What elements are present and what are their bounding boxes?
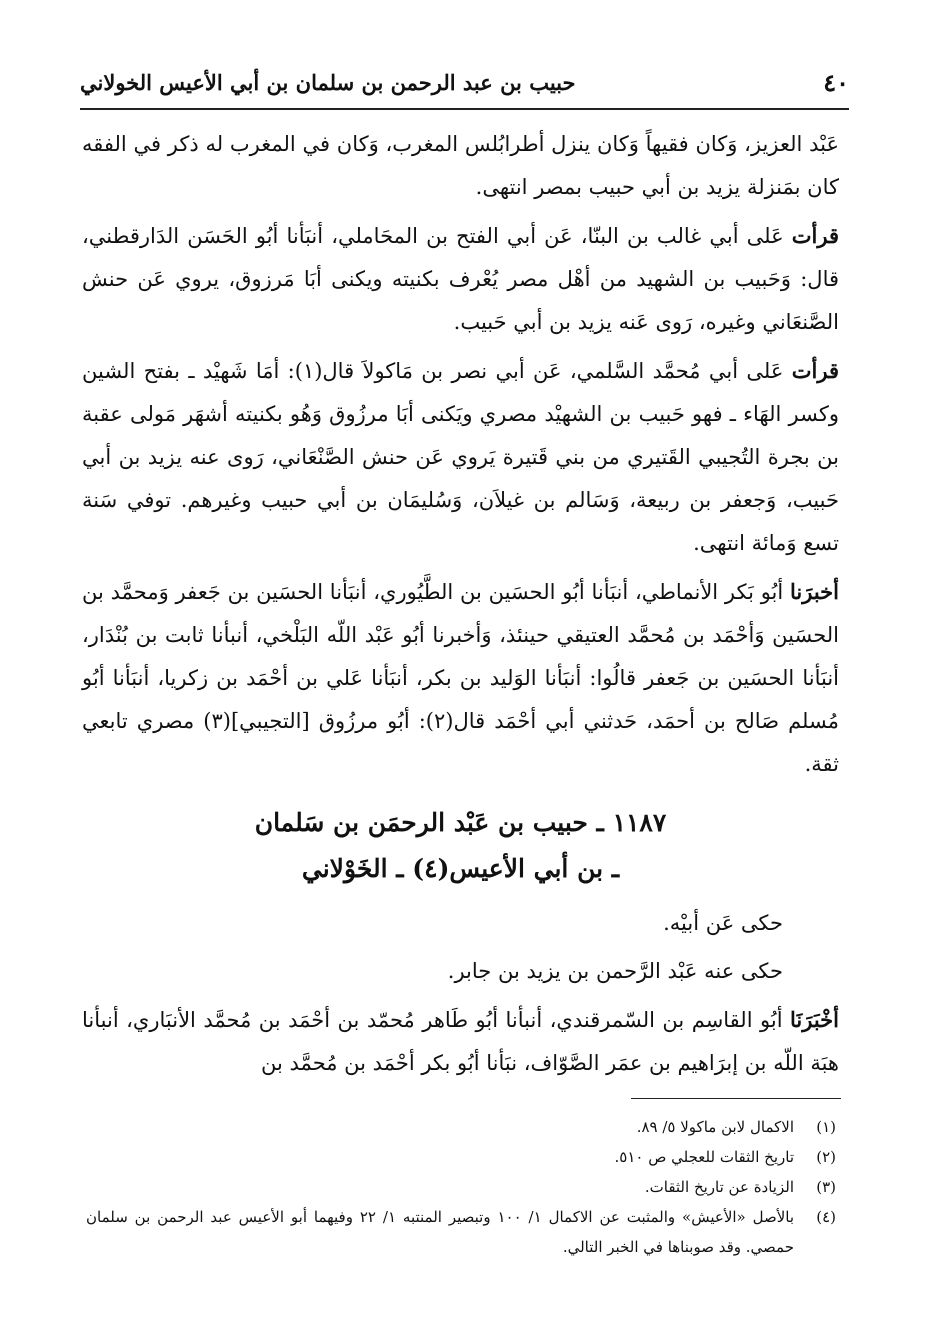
footnote-marker: (٢) — [816, 1148, 836, 1166]
paragraph-2-lead: قرأت — [791, 223, 839, 248]
footnote-marker: (١) — [816, 1118, 836, 1136]
footnote-4 — [86, 1202, 836, 1262]
footnote-2 — [86, 1142, 836, 1172]
paragraph-5-lead: أخْبَرَنَا — [790, 1007, 839, 1032]
entry-line-1: حكى عَن أبيْه. — [663, 911, 783, 935]
footnote-3 — [86, 1172, 836, 1202]
entry-line-2: حكى عنه عَبْد الرَّحمن بن يزيد بن جابر. — [447, 959, 783, 983]
paragraph-5 — [82, 998, 839, 1085]
footnotes — [86, 1112, 836, 1262]
running-title: حبيب بن عبد الرحمن بن سلمان بن أبي الأعيس الخولاني — [80, 70, 576, 95]
entry-heading — [82, 800, 839, 892]
main-text — [82, 123, 839, 1090]
paragraph-3 — [82, 349, 839, 565]
entry-heading-line-2: ـ بن أبي الأعيس(٤) ـ الخَوْلاني — [301, 854, 620, 883]
paragraph-3-text: عَلى أبي مُحمَّد السَّلمي، عَن أبي نصر بن مَاكولاَ قال(١): أمَا شَهيْد ـ بفتح الشين وكسر الهَاء ـ فهو حَبيب بن الشهيْد مصري ويَكنى أبَا مرزُوق وَهُو بكنيته أشهَر مَولى عقبة بن بجرة التُجيبي القَتيري من بني قَتيرة يَروي عَن حنش الصَّنْعَاني، رَوى عنه يزيد بن أبي حَبيب، وَجعفر بن ربيعة، وَسَالم بن غيلاَن، وَسُليمَان بن أبي حبيب وغيرهم. توفي سَنة تسع وَمائة انتهى. — [82, 359, 839, 555]
footnote-marker: (٤) — [816, 1208, 836, 1226]
footnote-marker: (٣) — [816, 1178, 836, 1196]
footnote-text: بالأصل «الأعيش» والمثبت عن الاكمال ١/ ١٠٠ وتبصير المنتبه ١/ ٢٢ وفيهما أبو الأعيس عبد الرحمن بن سلمان حمصي. وقد صوبناها في الخبر التالي. — [86, 1208, 795, 1256]
footnote-text: تاريخ الثقات للعجلي ص ٥١٠. — [614, 1148, 794, 1166]
paragraph-4 — [82, 570, 839, 786]
running-header — [80, 58, 849, 108]
entry-heading-line-1: ١١٨٧ ـ حبيب بن عَبْد الرحمَن بن سَلمان — [254, 808, 667, 837]
footnote-1 — [86, 1112, 836, 1142]
footnote-rule — [631, 1098, 841, 1099]
footnote-text: الزيادة عن تاريخ الثقات. — [644, 1178, 794, 1196]
footnote-text: الاكمال لابن ماكولا ٥/ ٨٩. — [636, 1118, 794, 1136]
paragraph-1: عَبْد العزيز، وَكان فقيهاً وَكان ينزل أطرابُلس المغرب، وَكان في المغرب له ذكر في الفقه كان بمَنزلة يزيد بن أبي حبيب بمصر انتهى. — [82, 132, 839, 199]
paragraph-4-lead: أخبرَنا — [790, 579, 839, 604]
paragraph-3-lead: قرأت — [791, 358, 839, 383]
paragraph-5-text: أبُو القاسِم بن السّمرقندي، أنبأنا أبُو طَاهر مُحمّد بن أحْمَد بن مُحمَّد الأنبَاري، أنبأنا هبَة اللّه بن إبرَاهيم بن عمَر الصَّوّاف، نبَأنا أبُو بكر أحْمَد بن مُحمَّد بن — [82, 1008, 839, 1075]
page-number: ٤٠ — [823, 68, 849, 97]
paragraph-2 — [82, 214, 839, 344]
paragraph-4-text: أبُو بَكر الأنماطي، أنبَأنا أبُو الحسَين بن الطَّيُوري، أنبَأنا الحسَين بن جَعفر وَمحمَّد بن الحسَين وَأحْمَد بن مُحمَّد العتيقي حينئذ، وَأخبرنا أبُو عَبْد اللّه البَلْخي، أنبأنا ثابت بن بُنْدَار، أنبَأنا الحسَين بن جَعفر قالُوا: أنبَأنا الوَليد بن بكر، أنبَأنا عَلي بن أحْمَد بن زكريا، أنبَأنا أبُو مُسلم صَالح بن أحمَد، حَدثني أبي أحْمَد قال(٢): أبُو مرزُوق [التجيبي](٣) مصري تابعي ثقة. — [82, 580, 839, 776]
paragraph-2-text: عَلى أبي غالب بن البنّا، عَن أبي الفتح بن المحَاملي، أنبَأنا أبُو الحَسَن الدَارقطني، قال: وَحَبيب بن الشهيد من أهْل مصر يُعْرف بكنيته ويكنى أبَا مَرزوق، يروي عَن حنش الصَّنعَاني وغيره، رَوى عَنه يزيد بن أبي حَبيب. — [82, 224, 839, 334]
header-rule — [80, 108, 849, 110]
